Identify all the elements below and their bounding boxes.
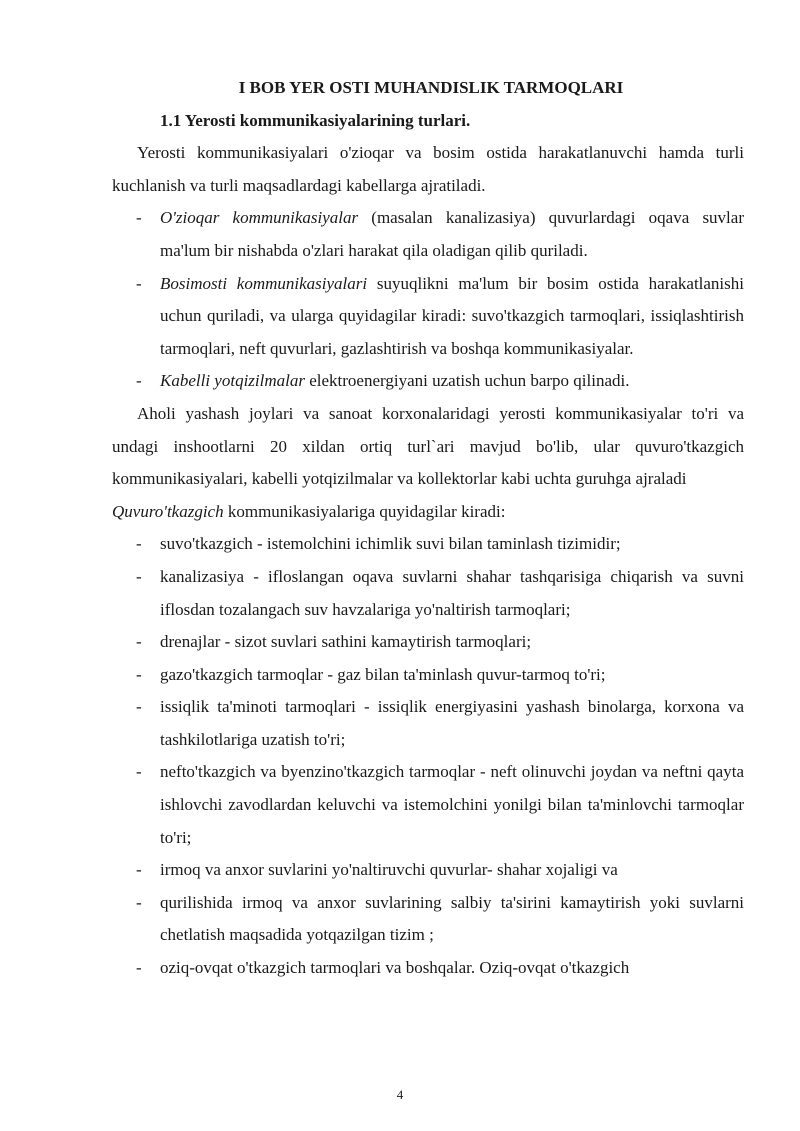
list-item [112, 854, 744, 887]
list-item [112, 952, 744, 985]
pipeline-list [112, 528, 744, 984]
list-item-term: O'zioqar kommunikasiyalar [160, 208, 359, 228]
bullet-dash: - [136, 208, 142, 228]
bullet-dash: - [136, 664, 142, 684]
list-item [112, 756, 744, 854]
bullet-dash: - [136, 273, 142, 293]
list-item [112, 659, 744, 692]
list-item-text: gazo'tkazgich tarmoqlar - gaz bilan ta'minlash quvur-tarmoq to'ri; [160, 664, 606, 684]
pipeline-intro-text: kommunikasiyalariga quyidagilar kiradi: [223, 501, 506, 521]
list-item-text: (masalan kanalizasiya) quvurlardagi oqava suvlar ma'lum bir nishabda o'zlari harakat qila oladigan qilib quriladi. [160, 208, 744, 260]
bullet-dash: - [136, 534, 142, 554]
bullet-dash: - [136, 762, 142, 782]
chapter-title: I BOB YER OSTI MUHANDISLIK TARMOQLARI [238, 78, 624, 97]
list-item-text: drenajlar - sizot suvlari sathini kamaytirish tarmoqlari; [160, 632, 532, 652]
list-item-term: Kabelli yotqizilmalar [160, 371, 305, 391]
pipeline-intro-term: Quvuro'tkazgich [112, 501, 224, 521]
list-item-text: qurilishida irmoq va anxor suvlarining salbiy ta'sirini kamaytirish yoki suvlarni chetlatish maqsadida yotqazilgan tizim ; [160, 892, 744, 945]
list-item-text: oziq-ovqat o'tkazgich tarmoqlari va boshqalar. Oziq-ovqat o'tkazgich [160, 958, 630, 978]
bullet-dash: - [136, 566, 142, 586]
bullet-dash: - [136, 697, 142, 717]
bullet-dash: - [136, 860, 142, 880]
list-item-text: irmoq va anxor suvlarini yo'naltiruvchi quvurlar- shahar xojaligi va [160, 860, 618, 880]
pipeline-intro [112, 496, 744, 529]
bullet-dash: - [136, 632, 142, 652]
communication-types-list [112, 202, 744, 398]
list-item [112, 691, 744, 756]
section-title: 1.1 Yerosti kommunikasiyalarining turlari. [160, 110, 471, 130]
bullet-dash: - [136, 892, 142, 912]
list-item-text: issiqlik ta'minoti tarmoqlari - issiqlik energiyasini yashash binolarga, korxona va tashkilotlariga uzatish to'ri; [160, 697, 744, 749]
list-item [112, 561, 744, 626]
list-item [112, 528, 744, 561]
bullet-dash: - [136, 958, 142, 978]
list-item [112, 268, 744, 366]
page-number: 4 [396, 1087, 404, 1102]
second-paragraph: Aholi yashash joylari va sanoat korxonalaridagi yerosti kommunikasiyalar to'ri va undagi inshootlarni 20 xildan ortiq turl`ari mavjud bo'lib, ular quvuro'tkazgich kommunikasiyalari, kabelli yotqizilmalar va kollektorlar kabi uchta guruhga ajraladi [112, 403, 744, 489]
document-page [112, 72, 744, 985]
list-item [112, 365, 744, 398]
list-item-text: suyuqlikni ma'lum bir bosim ostida harakatlanishi uchun quriladi, va ularga quyidagilar kiradi: suvo'tkazgich tarmoqlari, issiqlashtirish tarmoqlari, neft quvurlari, gazlashtirish va boshqa kommunikasiyalar. [160, 273, 744, 358]
list-item-text: nefto'tkazgich va byenzino'tkazgich tarmoqlar - neft olinuvchi joydan va neftni qayta ishlovchi zavodlardan keluvchi va istemolchini yonilgi bilan ta'minlovchi tarmoqlar to'ri; [160, 762, 744, 847]
list-item-text: suvo'tkazgich - istemolchini ichimlik suvi bilan taminlash tizimidir; [160, 534, 621, 554]
bullet-dash: - [136, 371, 142, 391]
intro-paragraph: Yerosti kommunikasiyalari o'zioqar va bosim ostida harakatlanuvchi hamda turli kuchlanish va turli maqsadlardagi kabellarga ajratiladi. [112, 143, 744, 195]
list-item-text: elektroenergiyani uzatish uchun barpo qilinadi. [304, 371, 630, 391]
list-item-term: Bosimosti kommunikasiyalari [160, 273, 368, 293]
list-item [112, 626, 744, 659]
list-item [112, 887, 744, 952]
list-item-text: kanalizasiya - ifloslangan oqava suvlarni shahar tashqarisiga chiqarish va suvni iflosdan tozalangach suv havzalariga yo'naltirish tarmoqlari; [160, 566, 744, 619]
list-item [112, 202, 744, 267]
